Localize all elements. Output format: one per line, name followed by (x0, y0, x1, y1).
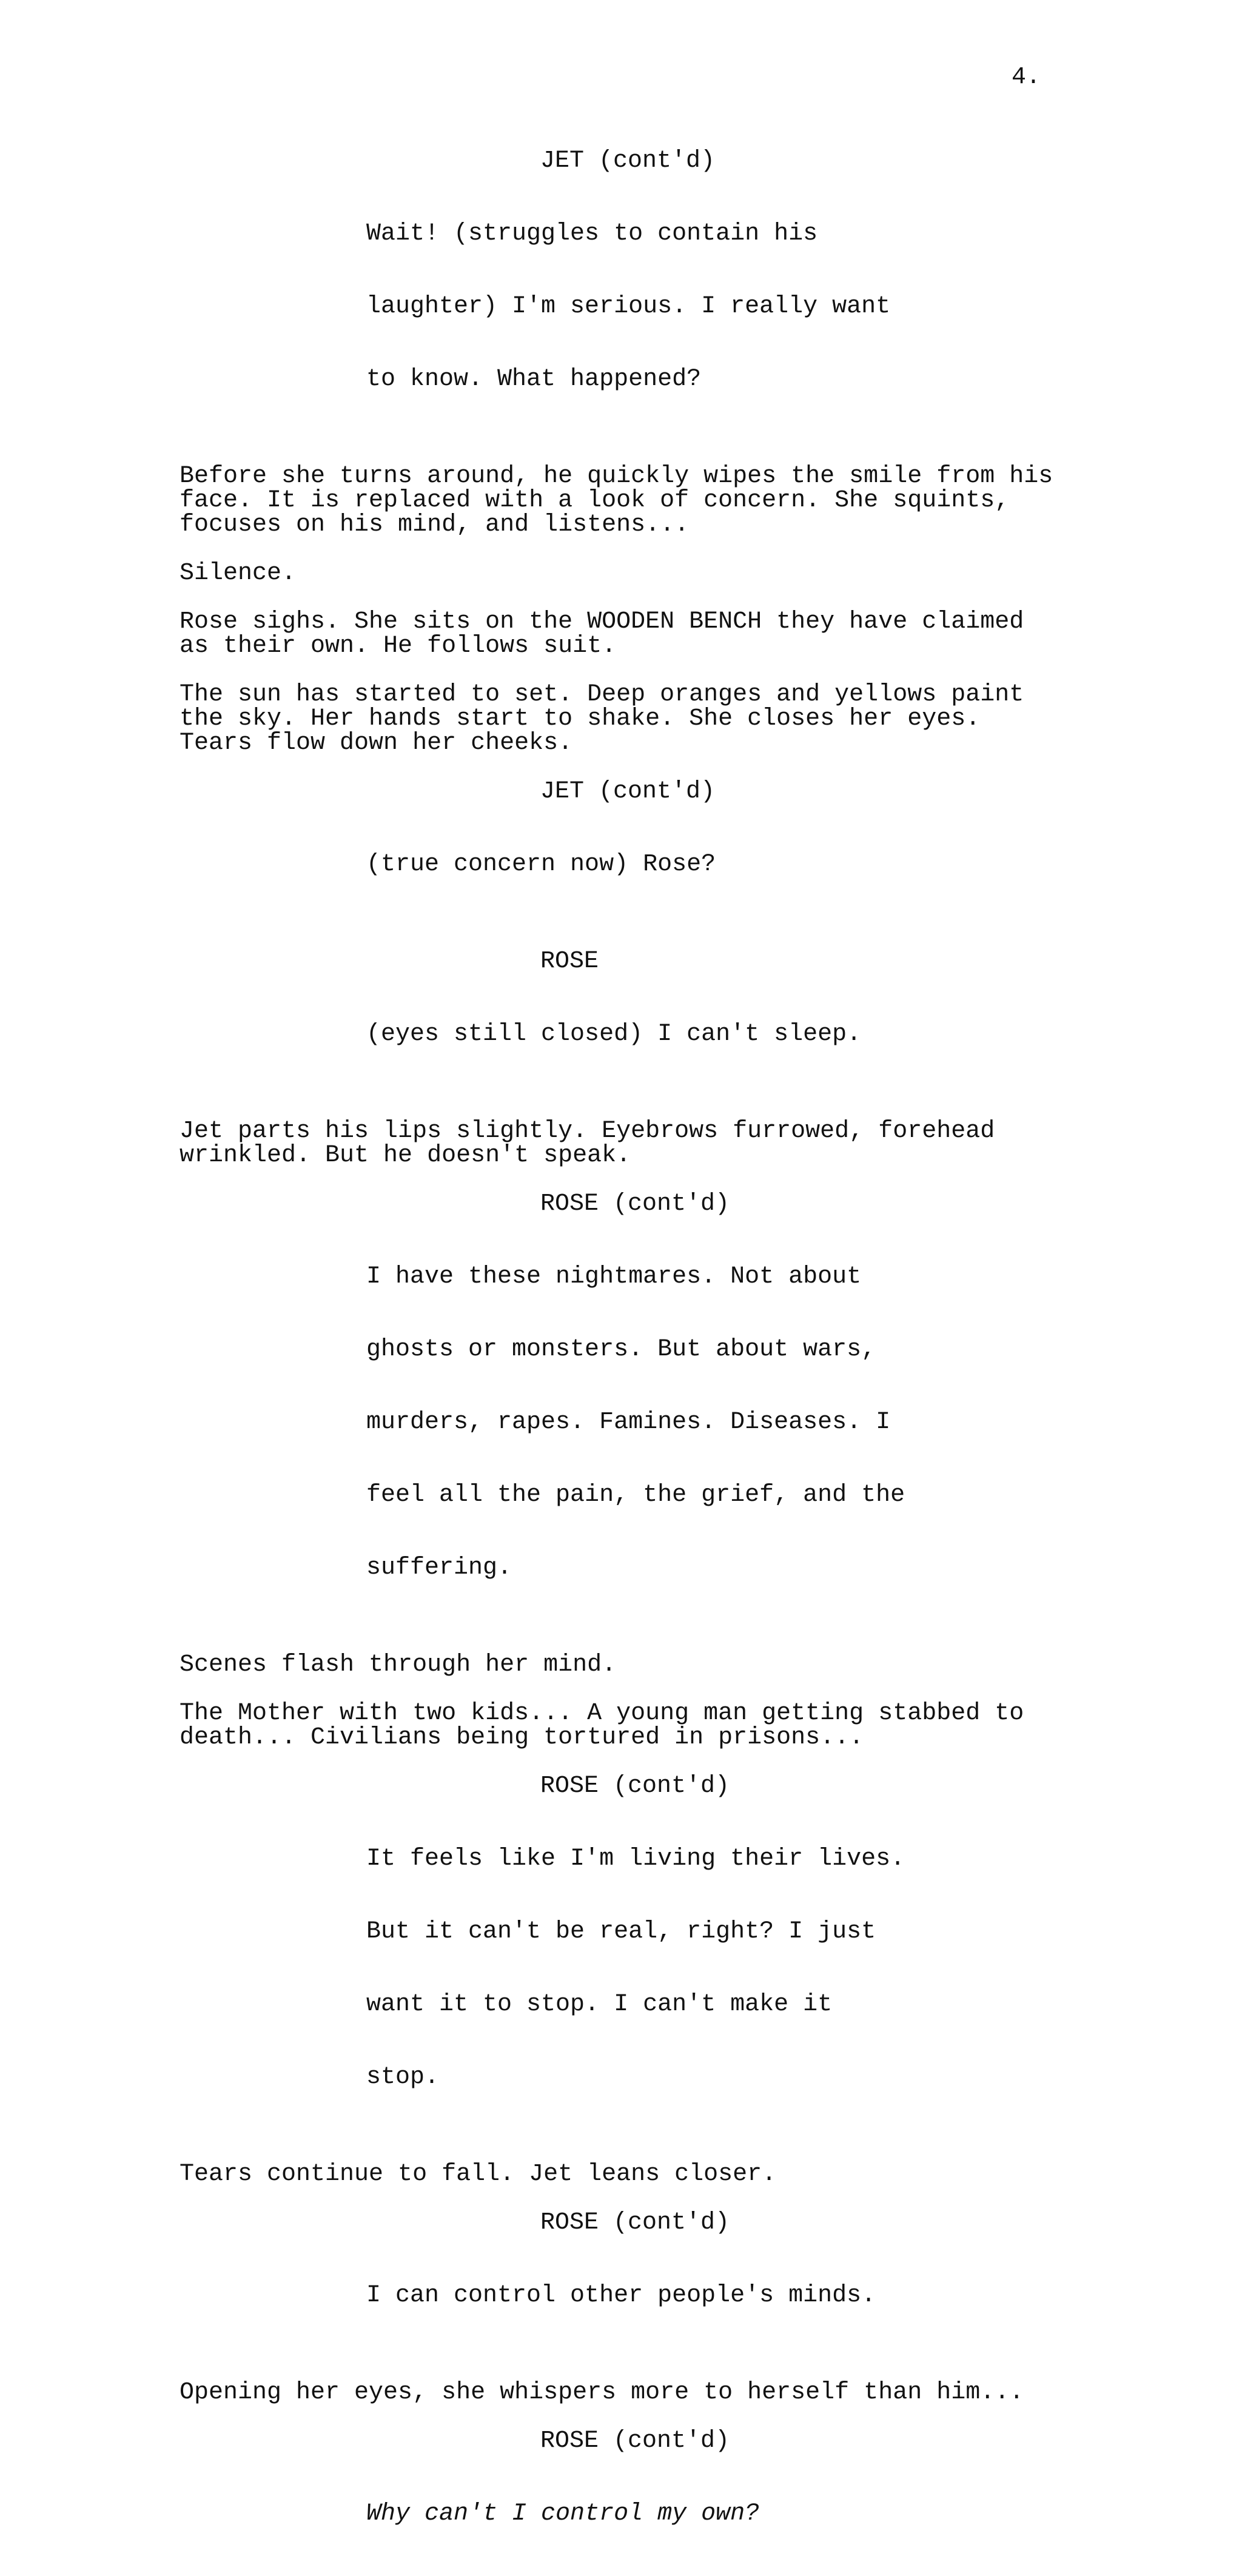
dialogue-line: (true concern now) Rose? (366, 851, 716, 878)
dialogue-block (366, 804, 1242, 925)
dialogue-line: to know. What happened? (366, 366, 702, 393)
dialogue-line: murders, rapes. Famines. Diseases. I (366, 1409, 891, 1436)
spacer (0, 2356, 1242, 2381)
character-cue: ROSE (540, 948, 599, 975)
character-cue: JET (cont'd) (540, 147, 716, 175)
action-line: Silence. (180, 560, 297, 587)
dialogue-line: Wait! (struggles to contain his (366, 220, 818, 247)
action-line: the sky. Her hands start to shake. She closes her eyes. (180, 705, 981, 733)
spacer (0, 1629, 1242, 1653)
action-line: Tears flow down her cheeks. (180, 730, 573, 757)
screenplay-body (0, 149, 1242, 2575)
action-line: as their own. He follows suit. (180, 632, 617, 660)
action-block (180, 1653, 1053, 1677)
dialogue-line: I can control other people's minds. (366, 2282, 876, 2309)
action-line: Tears continue to fall. Jet leans closer. (180, 2161, 777, 2188)
action-line: Before she turns around, he quickly wipes the smile from his (180, 463, 1053, 490)
dialogue-line: stop. (366, 2064, 440, 2091)
action-block (180, 562, 1053, 586)
dialogue-line: suffering. (366, 1554, 512, 1581)
spacer (0, 440, 1242, 465)
dialogue-block (366, 2454, 1242, 2575)
action-line: Scenes flash through her mind. (180, 1651, 617, 1679)
action-line: Jet parts his lips slightly. Eyebrows furrowed, forehead (180, 1118, 995, 1145)
dialogue-line: laughter) I'm serious. I really want (366, 293, 891, 320)
dialogue-line: ghosts or monsters. But about wars, (366, 1336, 876, 1363)
spacer (0, 537, 1242, 562)
action-block (180, 1702, 1053, 1750)
dialogue-block (366, 974, 1242, 1095)
action-line: Opening her eyes, she whispers more to herself than him... (180, 2379, 1024, 2406)
dialogue-line: (eyes still closed) I can't sleep. (366, 1021, 862, 1048)
character-cue: ROSE (cont'd) (540, 1190, 730, 1218)
dialogue-line: feel all the pain, the grief, and the (366, 1481, 905, 1509)
character-cue: ROSE (cont'd) (540, 2209, 730, 2236)
action-block (180, 683, 1053, 756)
spacer (0, 659, 1242, 683)
character-cue: JET (cont'd) (540, 778, 716, 805)
spacer (0, 1677, 1242, 1702)
action-line: The sun has started to set. Deep oranges and yellows paint (180, 681, 1024, 708)
spacer (0, 756, 1242, 780)
character-cue: ROSE (cont'd) (540, 1773, 730, 1800)
dialogue-line: But it can't be real, right? I just (366, 1918, 876, 1945)
character-cue: ROSE (cont'd) (540, 2427, 730, 2455)
action-line: focuses on his mind, and listens... (180, 511, 690, 538)
page-number: 4. (1012, 64, 1041, 91)
action-line: Rose sighs. She sits on the WOODEN BENCH they have claimed (180, 608, 1024, 636)
action-block (180, 2162, 1053, 2187)
action-line: face. It is replaced with a look of concern. She squints, (180, 487, 1010, 514)
dialogue-block (366, 173, 1242, 440)
action-line: wrinkled. But he doesn't speak. (180, 1142, 631, 1169)
dialogue-line: It feels like I'm living their lives. (366, 1845, 905, 1873)
dialogue-block (366, 1799, 1242, 2138)
spacer (0, 586, 1242, 610)
action-block (180, 610, 1053, 659)
dialogue-line: I have these nightmares. Not about (366, 1263, 862, 1290)
spacer (0, 1168, 1242, 1192)
action-block (180, 465, 1053, 537)
spacer (0, 2187, 1242, 2211)
spacer (0, 925, 1242, 950)
spacer (0, 2405, 1242, 2429)
dialogue-block (366, 1216, 1242, 1629)
action-line: death... Civilians being tortured in prisons... (180, 1724, 864, 1751)
action-block (180, 1119, 1053, 1168)
action-block (180, 2381, 1053, 2405)
spacer (0, 1095, 1242, 1119)
spacer (0, 1750, 1242, 1774)
spacer (0, 2138, 1242, 2162)
dialogue-line: want it to stop. I can't make it (366, 1991, 833, 2018)
dialogue-block (366, 2235, 1242, 2356)
action-line: The Mother with two kids... A young man getting stabbed to (180, 1700, 1024, 1727)
dialogue-line: Why can't I control my own? (366, 2500, 760, 2527)
